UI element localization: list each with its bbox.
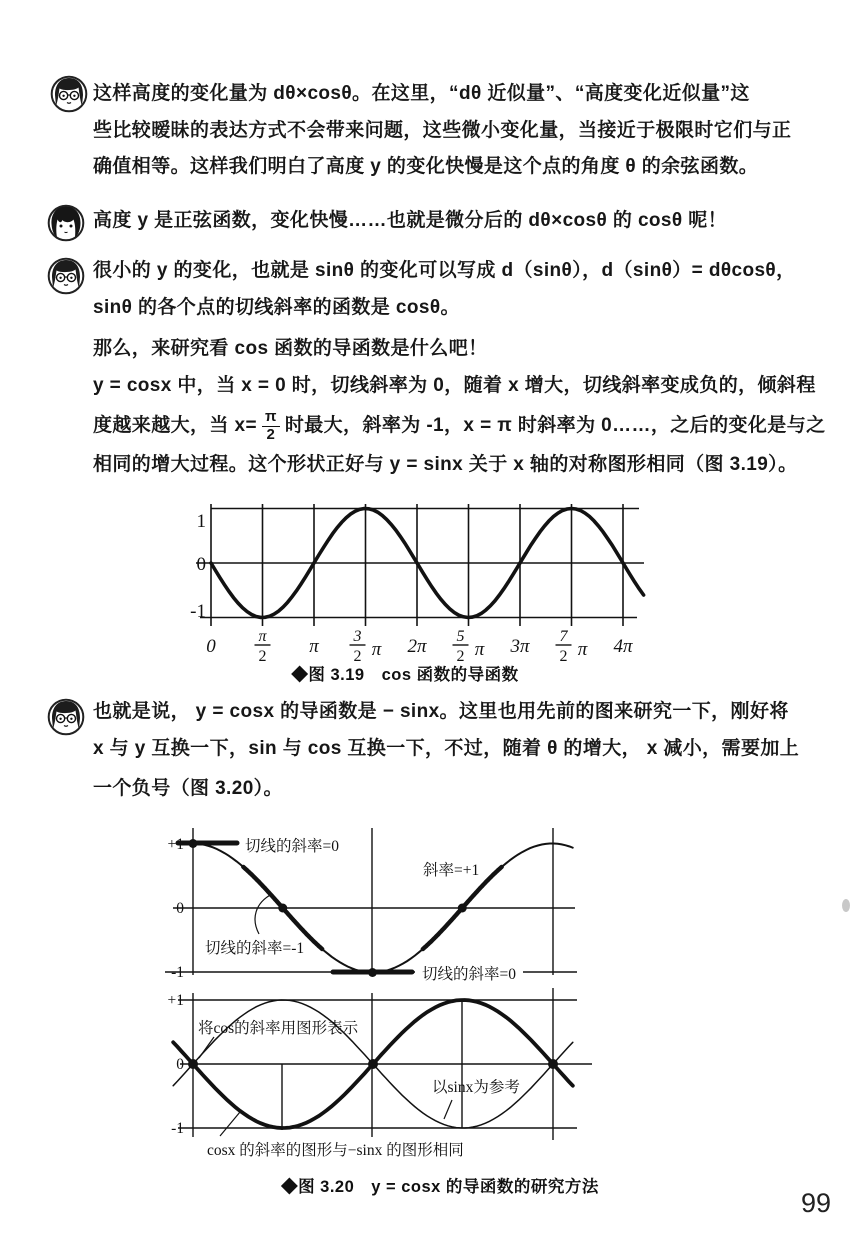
marked-point [189, 839, 198, 848]
figure-3-20-caption: ◆图 3.20 y = cosx 的导函数的研究方法 [281, 1178, 599, 1196]
slope-annotation: 切线的斜率=-1 [205, 940, 305, 957]
figure-3-19-plot [180, 495, 660, 663]
marked-point [458, 904, 467, 913]
annotation-leader-line [199, 1037, 214, 1058]
dialogue-line: 很小的 y 的变化，也就是 sinθ 的变化可以写成 d（sinθ），d（sinθ）= dθcosθ， [93, 260, 796, 281]
figure-3-20-plot [140, 822, 620, 1167]
dialogue-line: 也就是说， y = cosx 的导函数是 − sinx。这里也用先前的图来研究一下，刚好将 [93, 701, 789, 722]
y-tick-label: 1 [196, 511, 206, 532]
y-tick-label: -1 [190, 601, 206, 622]
fraction-line-pre: 度越来越大，当 x= [93, 415, 257, 436]
avatar-glasses-character-icon [50, 75, 88, 113]
x-tick-fraction-suffix: π [371, 639, 382, 660]
dialogue-line-with-fraction [93, 403, 826, 449]
pi-over-2-fraction [262, 409, 280, 443]
avatar-glasses-character-icon [47, 698, 85, 736]
x-tick-label: 3π [510, 636, 530, 657]
slope-annotation: 斜率=+1 [423, 862, 480, 879]
annotation-leader-line [255, 894, 272, 934]
curve-annotation: 以sinx为参考 [432, 1079, 520, 1096]
curve-annotation: cosx 的斜率的图形与−sinx 的图形相同 [207, 1142, 464, 1159]
dialogue-line: sinθ 的各个点的切线斜率的函数是 cosθ。 [93, 297, 460, 318]
dialogue-line: 确值相等。这样我们明白了高度 y 的变化快慢是这个点的角度 θ 的余弦函数。 [93, 156, 759, 177]
slope-annotation: 切线的斜率=0 [245, 838, 339, 855]
avatar-dark-hair-girl-icon [47, 204, 85, 242]
y-tick-label: 0 [176, 900, 184, 917]
y-tick-label: +1 [167, 836, 184, 853]
marked-point [368, 968, 377, 977]
x-tick-fraction-denominator: 2 [353, 648, 362, 663]
scan-artifact [842, 899, 850, 912]
dialogue-line: 相同的增大过程。这个形状正好与 y = sinx 关于 x 轴的对称图形相同（图 3.19）。 [93, 454, 798, 475]
y-tick-label: -1 [171, 964, 184, 981]
y-tick-label: 0 [176, 1056, 184, 1073]
slope-annotation: 切线的斜率=0 [422, 966, 516, 983]
y-tick-label: -1 [171, 1120, 184, 1137]
x-tick-label: 2π [407, 636, 427, 657]
x-tick-fraction-numerator: 7 [559, 628, 568, 645]
annotation-leader-line [444, 1100, 452, 1119]
avatar-glasses-character-icon [47, 257, 85, 295]
y-tick-label: +1 [167, 992, 184, 1009]
marked-point [278, 904, 287, 913]
fraction-denominator: 2 [266, 425, 276, 443]
fraction-numerator: π [262, 409, 280, 427]
dialogue-line: 这样高度的变化量为 dθ×cosθ。在这里，“dθ 近似量”、“高度变化近似量”这 [93, 83, 750, 104]
figure-3-19-caption: ◆图 3.19 cos 函数的导函数 [291, 666, 519, 684]
x-tick-label: 0 [206, 636, 216, 657]
dialogue-line: 高度 y 是正弦函数，变化快慢……也就是微分后的 dθ×cosθ 的 cosθ 呢！ [93, 210, 728, 231]
x-tick-fraction-suffix: π [474, 639, 485, 660]
dialogue-line: 那么，来研究看 cos 函数的导函数是什么吧！ [93, 338, 488, 359]
page-number: 99 [801, 1188, 832, 1218]
marked-point [548, 1059, 558, 1069]
x-tick-fraction-denominator: 2 [559, 648, 568, 663]
fraction-line-post: 时最大，斜率为 -1，x = π 时斜率为 0……，之后的变化是与之 [284, 415, 826, 436]
x-tick-fraction-denominator: 2 [456, 648, 465, 663]
marked-point [188, 1059, 198, 1069]
annotation-leader-line [220, 1112, 240, 1136]
x-tick-fraction-numerator: π [258, 628, 267, 645]
x-tick-fraction-numerator: 3 [353, 628, 362, 645]
x-tick-label: π [309, 636, 319, 657]
marked-point [368, 1059, 378, 1069]
x-tick-fraction-numerator: 5 [456, 628, 465, 645]
dialogue-line: y = cosx 中，当 x = 0 时，切线斜率为 0，随着 x 增大，切线斜率变成负的，倾斜程 [93, 375, 816, 396]
curve-annotation: 将cos的斜率用图形表示 [198, 1020, 359, 1037]
y-tick-label: 0 [196, 554, 206, 575]
dialogue-line: 些比较暧昧的表达方式不会带来问题，这些微小变化量，当接近于极限时它们与正 [93, 120, 792, 141]
dialogue-line: x 与 y 互换一下，sin 与 cos 互换一下，不过，随着 θ 的增大， x 减小，需要加上 [93, 738, 800, 759]
dialogue-line: 一个负号（图 3.20）。 [93, 778, 283, 799]
x-tick-fraction-suffix: π [577, 639, 588, 660]
x-tick-fraction-denominator: 2 [258, 648, 267, 663]
x-tick-label: 4π [613, 636, 633, 657]
